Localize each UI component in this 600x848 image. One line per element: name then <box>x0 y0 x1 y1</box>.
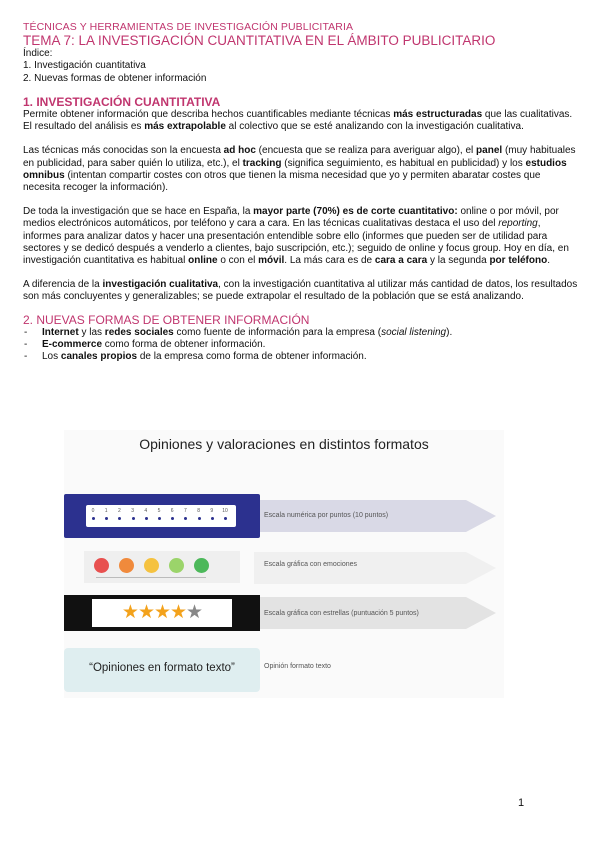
scale-tick-dot <box>211 517 214 520</box>
label-star-scale: Escala gráfica con estrellas (puntuación 5 puntos) <box>264 610 419 617</box>
section2-list <box>23 327 579 364</box>
section1-paragraph-4: A diferencia de la investigación cualitativa, con la investigación cuantitativa al utilizar más cantidad de datos, los resultados son más concluyentes y generalizables; se puede extrapolar el resultado de la población que se está analizando. <box>23 279 578 303</box>
emotion-face-icon <box>169 558 184 573</box>
scale-line <box>96 577 206 578</box>
label-numeric-scale: Escala numérica por puntos (10 puntos) <box>264 512 389 519</box>
numeric-scale <box>86 505 236 527</box>
section1-paragraph-3: De toda la investigación que se hace en España, la mayor parte (70%) es de corte cuantitativo: online o por móvil, por medios electrónicos automáticos, por teléfono y cara a cara. En las técnicas cualitativas destaca el uso del reporting, informes para analizar datos y hacer una presentación entendible sobre ello (informes que pueden ser de utilidad para sectores y se dedicó después a venderlo a clientes, bajo suscripción, etc.); seguido de online y focus group. Hoy en día, en investigación cuantitativa es habitual online o con el móvil. La más cara es de cara a cara y la segunda por teléfono. <box>23 206 569 266</box>
scale-tick-dot <box>224 517 227 520</box>
scale-tick-label: 8 <box>197 508 200 514</box>
document-page <box>23 21 579 363</box>
label-emotion-scale: Escala gráfica con emociones <box>264 561 357 568</box>
scale-tick-dot <box>105 517 108 520</box>
scale-tick-dot <box>132 517 135 520</box>
star-scale-box <box>64 595 260 631</box>
scale-tick-dot <box>158 517 161 520</box>
star-partial-icon: ★ <box>186 602 203 623</box>
section1-paragraph-2: Las técnicas más conocidas son la encuesta ad hoc (encuesta que se realiza para averiguar algo), el panel (muy habituales en publicidad, para saber quién lo utiliza, etc.), el tracking (significa seguimiento, es habitual en publicidad) y los estudios omnibus (intentan compartir costes con otros que tienen la misma necesidad que yo y permiten abaratar costes que necesita recoger la información). <box>23 145 576 193</box>
stars-full-icon: ★★★★ <box>121 602 187 623</box>
scale-tick-dot <box>198 517 201 520</box>
scale-tick-label: 4 <box>144 508 148 514</box>
course-title: TÉCNICAS Y HERRAMIENTAS DE INVESTIGACIÓN PUBLICITARIA <box>23 21 354 33</box>
section1-paragraph-1: Permite obtener información que describa hechos cuantificables mediante técnicas más estructuradas que las cualitativas. El resultado del análisis es más extrapolable al colectivo que se esté analizando con la investigación cualitativa. <box>23 108 573 133</box>
emotion-face-icon <box>119 558 134 573</box>
scale-tick-label: 0 <box>91 508 95 514</box>
emotion-face-icon <box>94 558 109 573</box>
numeric-scale-box <box>64 494 260 538</box>
list-item: - E-commerce como forma de obtener información. <box>23 339 579 351</box>
section2-heading: 2. NUEVAS FORMAS DE OBTENER INFORMACIÓN <box>23 312 310 327</box>
list-item: - Los canales propios de la empresa como forma de obtener información. <box>23 351 579 363</box>
scale-tick-label: 3 <box>131 508 134 514</box>
label-text-opinion: Opinión formato texto <box>264 663 331 670</box>
text-opinion-box <box>64 648 260 692</box>
scale-tick-label: 6 <box>170 508 174 514</box>
page-number: 1 <box>518 797 525 809</box>
index-item-1: 1. Investigación cuantitativa <box>23 60 146 72</box>
emotion-face-icon <box>194 558 209 573</box>
scale-tick-label: 2 <box>118 508 121 514</box>
scale-tick-dot <box>118 517 121 520</box>
emotion-scale-box <box>84 551 240 583</box>
scale-tick-dot <box>171 517 174 520</box>
section1-heading: 1. INVESTIGACIÓN CUANTITATIVA <box>23 94 221 109</box>
scale-tick-dot <box>92 517 95 520</box>
scale-tick-dot <box>145 517 148 520</box>
index-title: Índice: <box>23 48 53 59</box>
scale-tick-label: 5 <box>157 508 161 514</box>
index-item-2: 2. Nuevas formas de obtener información <box>23 72 207 84</box>
tema-title: TEMA 7: LA INVESTIGACIÓN CUANTITATIVA EN EL ÁMBITO PUBLICITARIO <box>23 33 496 48</box>
star-rating <box>92 599 232 627</box>
scale-tick-label: 1 <box>104 508 108 514</box>
scale-tick-dot <box>184 517 187 520</box>
scale-tick-label: 10 <box>222 508 228 514</box>
figure-title: Opiniones y valoraciones en distintos formatos <box>139 436 429 452</box>
scale-tick-label: 9 <box>210 508 214 514</box>
arrow-shape-2 <box>254 548 496 588</box>
scale-tick-label: 7 <box>184 508 187 514</box>
text-opinion-label: “Opiniones en formato texto” <box>89 662 235 674</box>
opinion-formats-figure <box>64 430 504 698</box>
list-item: - Internet y las redes sociales como fuente de información para la empresa (social listening). <box>23 327 579 339</box>
emotion-face-icon <box>144 558 159 573</box>
